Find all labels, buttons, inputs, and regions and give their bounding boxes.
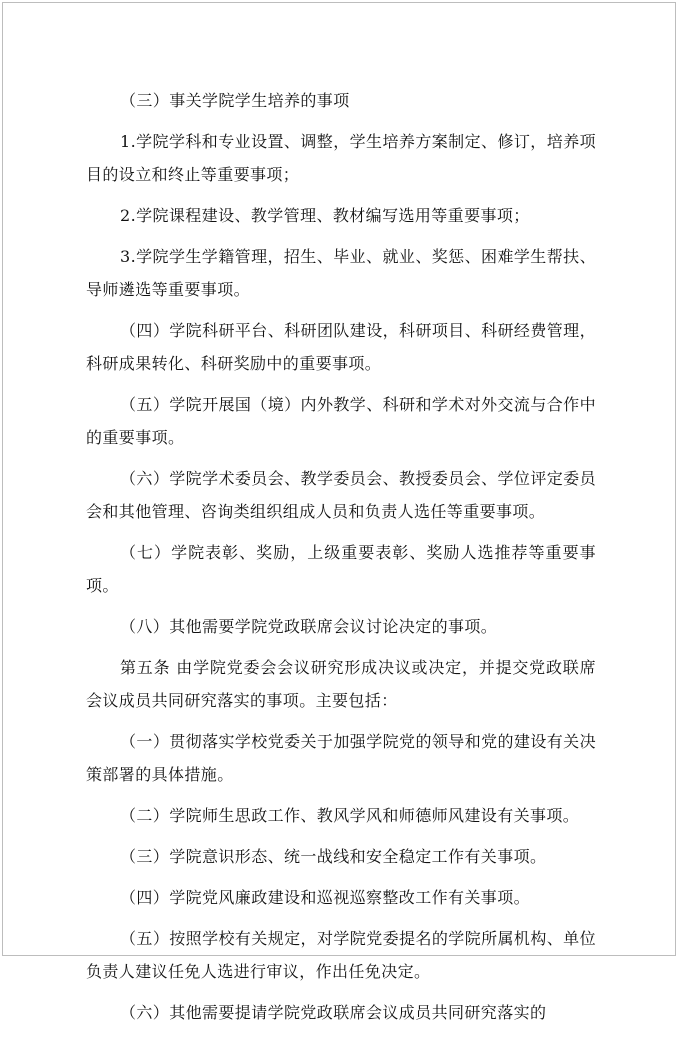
paragraph: （三）学院意识形态、统一战线和安全稳定工作有关事项。: [120, 847, 547, 866]
paragraph: （四）学院科研平台、科研团队建设，科研项目、科研经费管理，科研成果转化、科研奖励中的重要事项。: [86, 321, 596, 373]
paragraph: （三）事关学院学生培养的事项: [120, 91, 350, 110]
article-paragraph: 第五条 由学院党委会会议研究形成决议或决定，并提交党政联席会议成员共同研究落实的事项。主要包括：: [86, 658, 596, 710]
paragraph: （一）贯彻落实学校党委关于加强学院党的领导和党的建设有关决策部署的具体措施。: [86, 732, 596, 784]
paragraph: （四）学院党风廉政建设和巡视巡察整改工作有关事项。: [120, 888, 531, 907]
paragraph: （六）学院学术委员会、教学委员会、教授委员会、学位评定委员会和其他管理、咨询类组织组成人员和负责人选任等重要事项。: [86, 469, 596, 521]
paragraph: （七）学院表彰、奖励，上级重要表彰、奖励人选推荐等重要事项。: [86, 543, 596, 595]
paragraph: 1.学院学科和专业设置、调整，学生培养方案制定、修订，培养项目的设立和终止等重要事项；: [86, 132, 596, 184]
paragraph: （六）其他需要提请学院党政联席会议成员共同研究落实的: [120, 1003, 547, 1022]
paragraph: 3.学院学生学籍管理，招生、毕业、就业、奖惩、困难学生帮扶、导师遴选等重要事项。: [86, 247, 596, 299]
paragraph: （二）学院师生思政工作、教风学风和师德师风建设有关事项。: [120, 806, 580, 825]
document-body: [86, 84, 596, 1037]
paragraph: （五）按照学校有关规定，对学院党委提名的学院所属机构、单位负责人建议任免人选进行审议，作出任免决定。: [86, 929, 596, 981]
paragraph: （八）其他需要学院党政联席会议讨论决定的事项。: [120, 617, 498, 636]
paragraph: 2.学院课程建设、教学管理、教材编写选用等重要事项；: [120, 206, 530, 225]
paragraph: （五）学院开展国（境）内外教学、科研和学术对外交流与合作中的重要事项。: [86, 395, 596, 447]
